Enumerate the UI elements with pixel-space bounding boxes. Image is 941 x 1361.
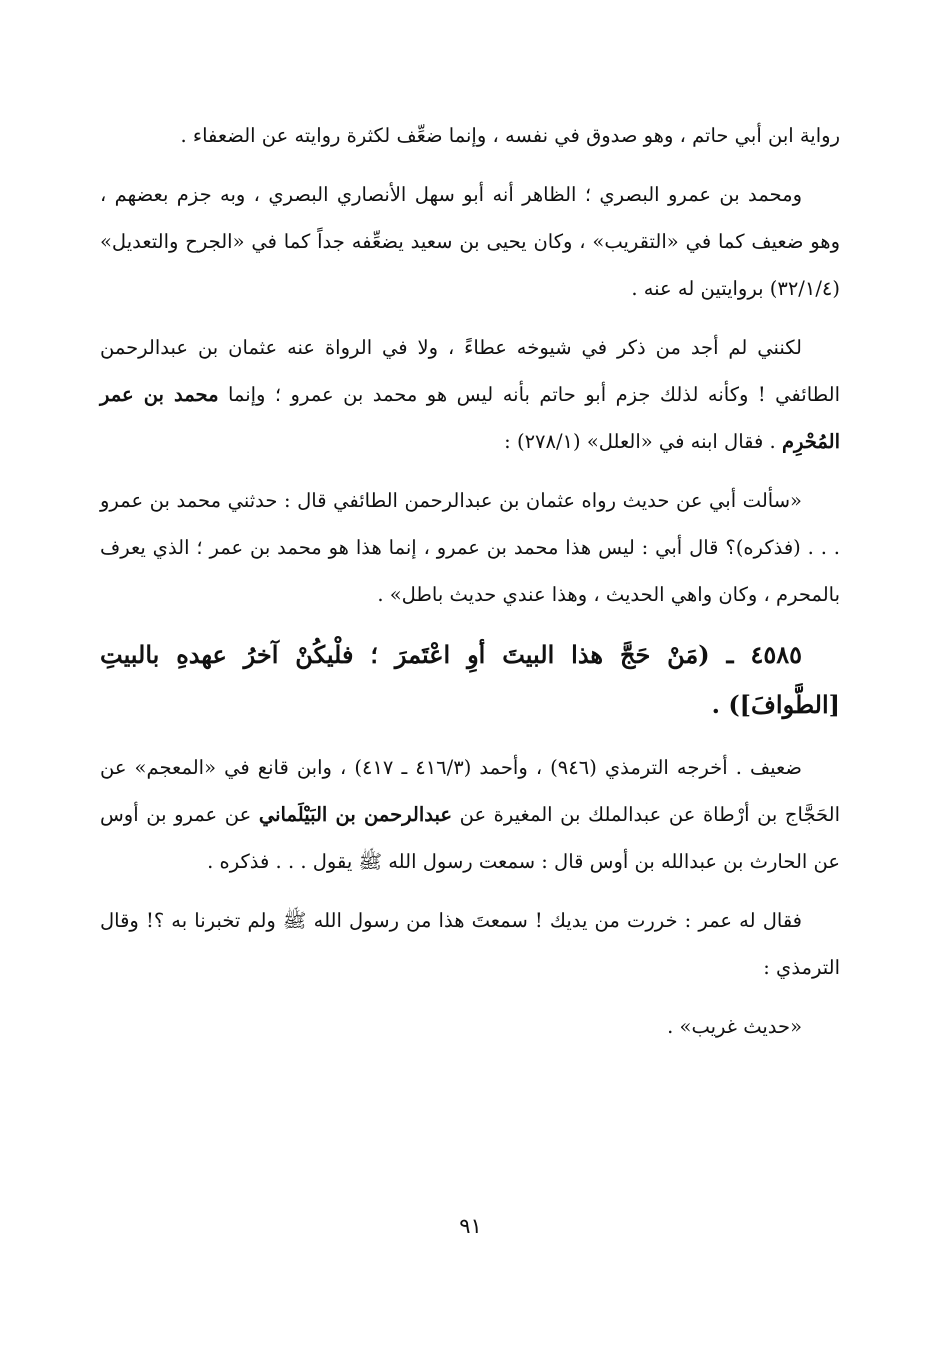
paragraph-5-text-a: ضعيف . أخرجه الترمذي (٩٤٦) ، وأحمد (٤١٦/٣ ـ ٤١٧) ، وابن قانع في «المعجم» عن الحَجَّاج بن أرْطاة عن عبدالملك بن المغيرة عن xyxy=(100,756,840,826)
paragraph-3 xyxy=(100,324,840,465)
paragraph-5 xyxy=(100,744,840,885)
page-body xyxy=(100,112,840,1062)
paragraph-7: «حديث غريب» . xyxy=(667,1015,802,1038)
paragraph-5-text-b: عن عمرو بن أوس عن الحارث بن عبدالله بن أوس قال : سمعت رسول الله ﷺ يقول . . . فذكره . xyxy=(100,803,840,873)
narrator-albaylamani-bold: عبدالرحمن بن البَيْلَماني xyxy=(258,803,453,826)
page-number: ٩١ xyxy=(459,1214,482,1238)
paragraph-1: رواية ابن أبي حاتم ، وهو صدوق في نفسه ، وإنما ضعِّف لكثرة روايته عن الضعفاء . xyxy=(180,124,840,147)
paragraph-6: فقال له عمر : خررت من يديك ! سمعتَ هذا من رسول الله ﷺ ولم تخبرنا به ؟! وقال الترمذي : xyxy=(100,909,840,979)
paragraph-3-text-b: . فقال ابنه في «العلل» (٢٧٨/١) : xyxy=(504,430,782,453)
hadith-heading: ٤٥٨٥ ـ (مَنْ حَجَّ هذا البيتَ أوِ اعْتَمرَ ؛ فلْيكُنْ آخرُ عهدهِ بالبيتِ [الطَّوافَ]) . xyxy=(100,640,840,719)
paragraph-2: ومحمد بن عمرو البصري ؛ الظاهر أنه أبو سهل الأنصاري البصري ، وبه جزم بعضهم ، وهو ضعيف كما في «التقريب» ، وكان يحيى بن سعيد يضعِّفه جداً كما في «الجرح والتعديل» (٣٢/١/٤) بروايتين له عنه . xyxy=(100,183,840,300)
paragraph-3-text-a: لكنني لم أجد من ذكر في شيوخه عطاءً ، ولا في الرواة عنه عثمان بن عبدالرحمن الطائفي ! وكأنه لذلك جزم أبو حاتم بأنه ليس هو محمد بن عمرو ؛ وإنما xyxy=(100,336,840,406)
quote-paragraph: «سألت أبي عن حديث رواه عثمان بن عبدالرحمن الطائفي قال : حدثني محمد بن عمرو . . . (فذكره)؟ قال أبي : ليس هذا محمد بن عمرو ، إنما هذا هو محمد بن عمر ؛ الذي يعرف بالمحرم ، وكان واهي الحديث ، وهذا عندي حديث باطل» . xyxy=(100,489,840,606)
narrator-name-bold: محمد بن عمر المُحْرِم xyxy=(100,383,840,453)
